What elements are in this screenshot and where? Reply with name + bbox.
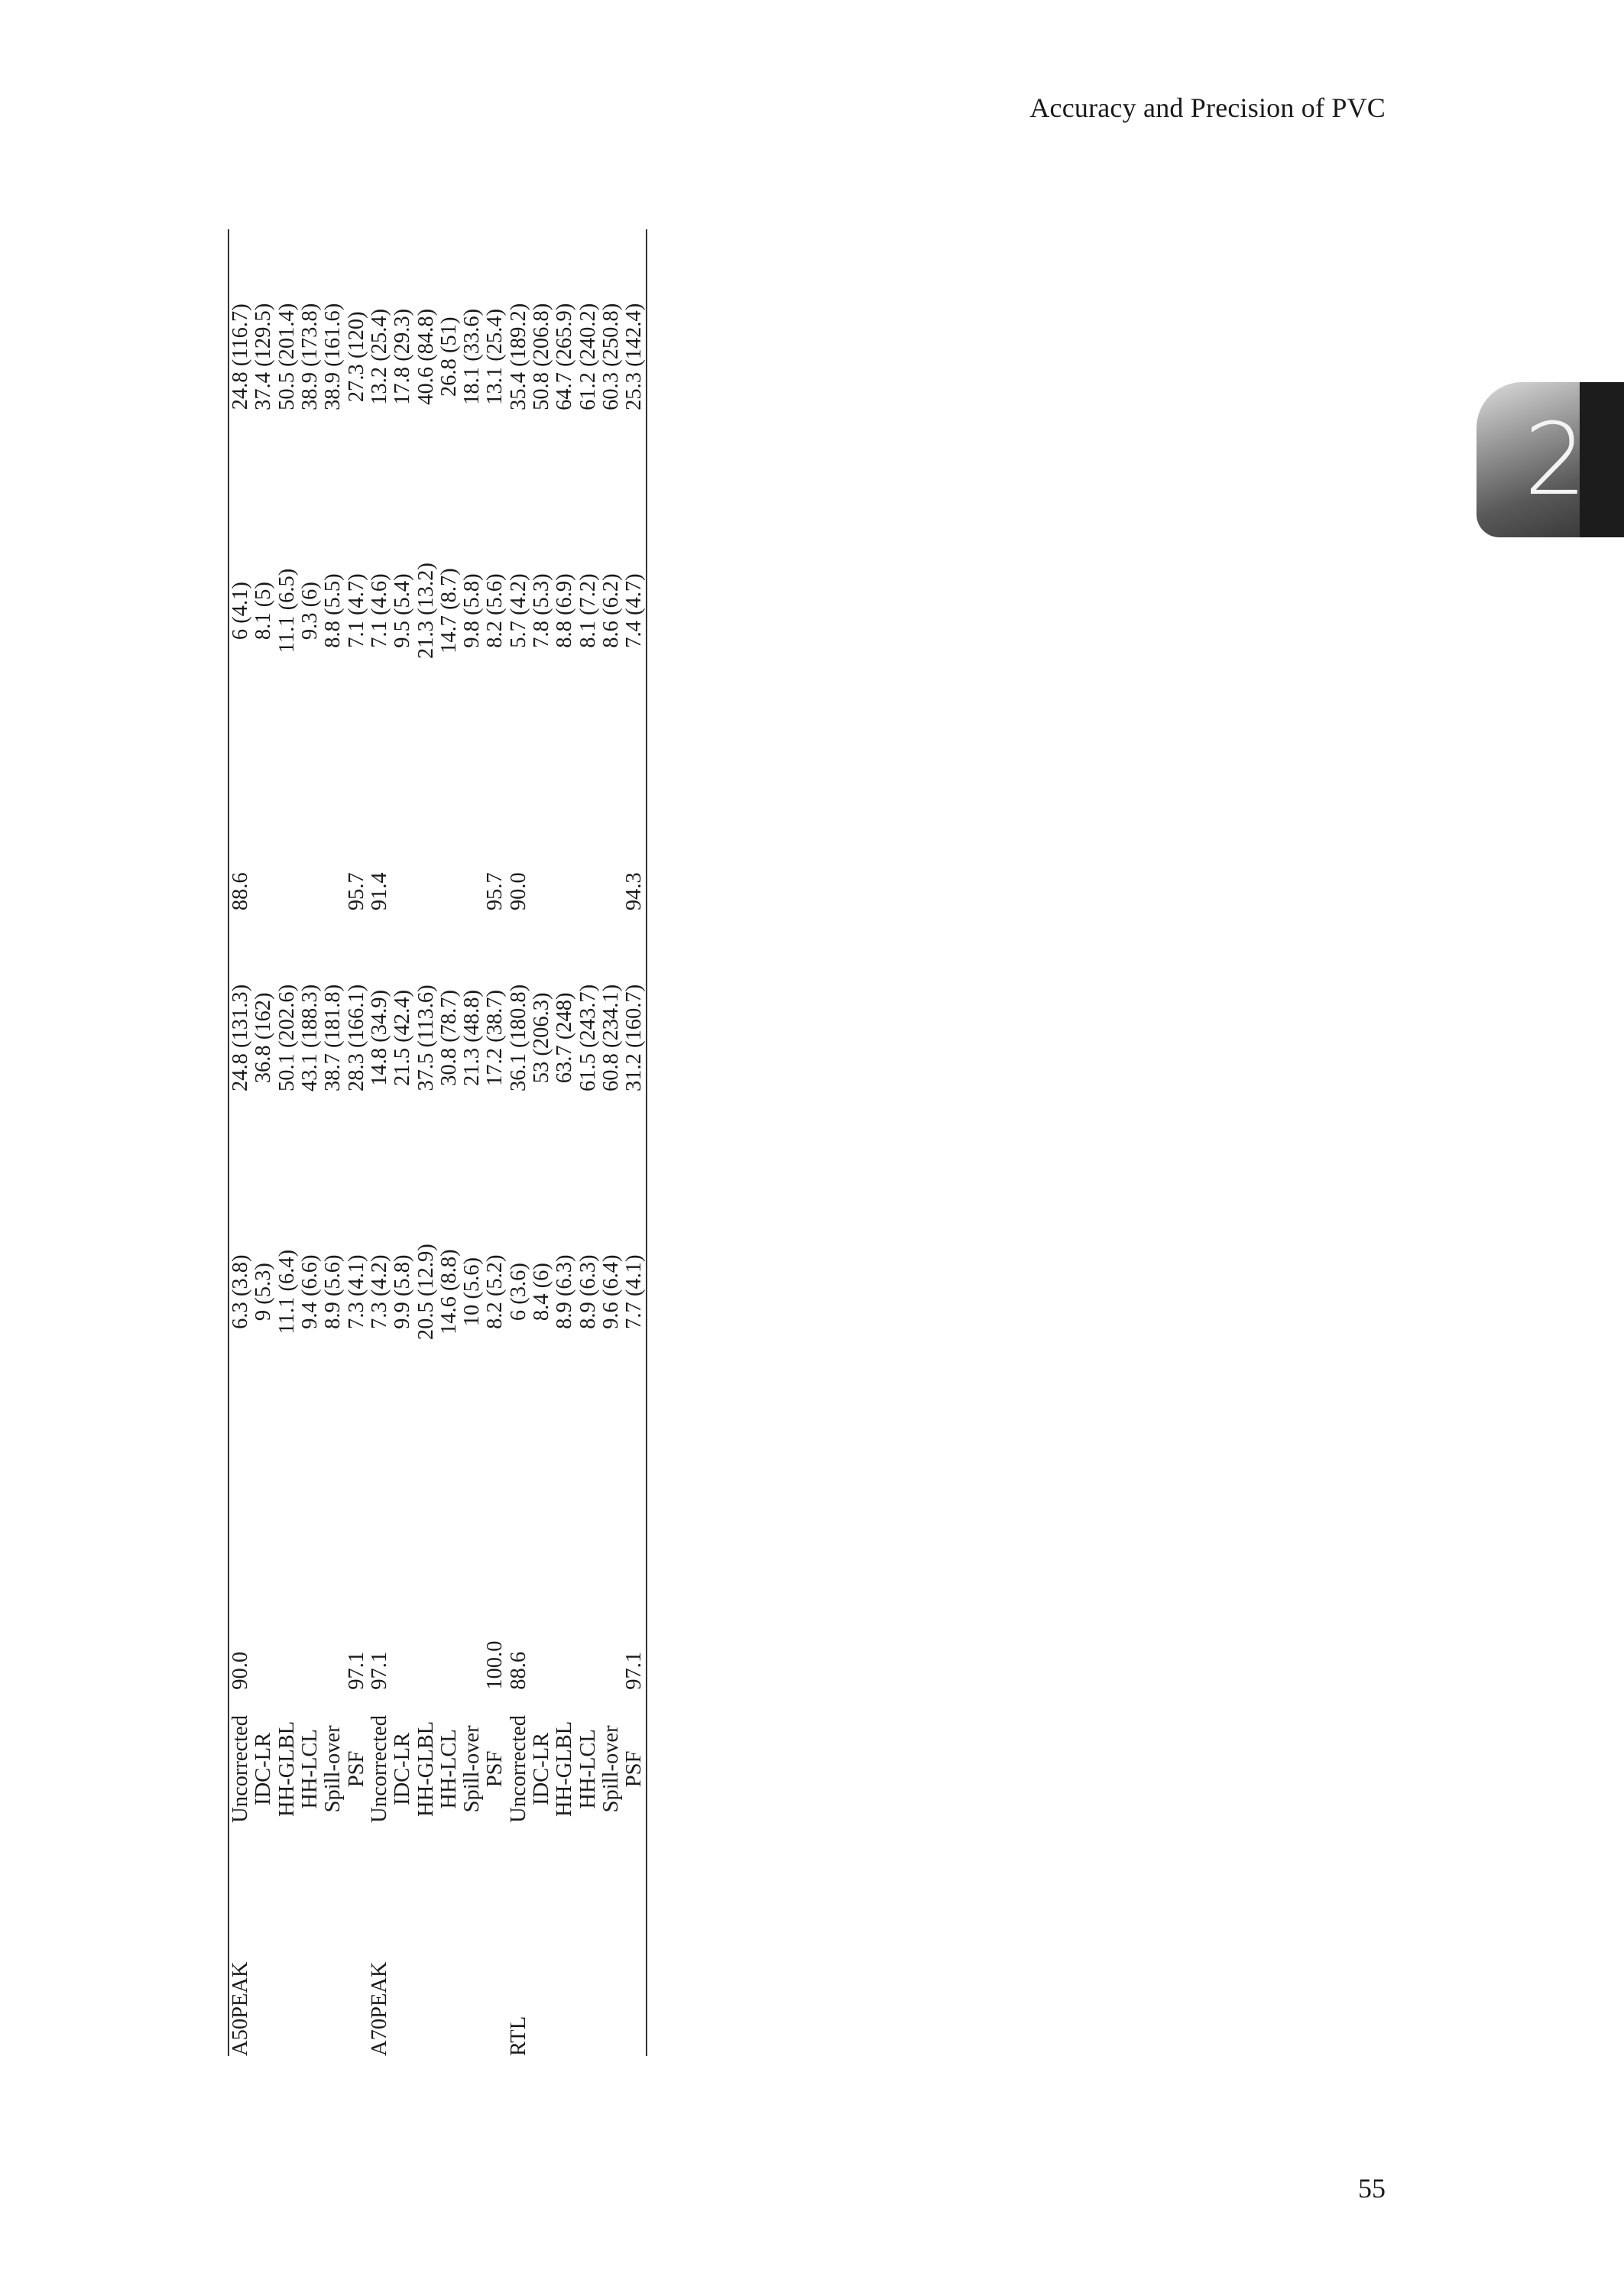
value-cell: 11.1 (6.4) [274, 1249, 299, 1335]
data-table [229, 229, 647, 2056]
chapter-number: 2 [1524, 401, 1587, 517]
value-cell: 14.6 (8.8) [436, 1249, 461, 1335]
table-row [345, 229, 368, 2056]
tracer-cell [391, 1848, 414, 2056]
value-cell: 38.9 (161.6) [321, 303, 345, 410]
percent-cell [576, 1419, 599, 1690]
method-cell: PSF [344, 1750, 368, 1788]
value-cell: 27.3 (120) [344, 311, 368, 403]
percent-cell [576, 738, 599, 911]
value-cell: 24.8 (116.7) [229, 303, 253, 410]
value-cell: 9.4 (6.6) [298, 1254, 323, 1329]
percent-cell: 97.1 [623, 1419, 647, 1690]
method-cell: IDC-LR [530, 1732, 553, 1805]
value-cell: 7.3 (4.2) [367, 1254, 391, 1329]
table-body [229, 229, 647, 2056]
method-cell: HH-LCL [575, 1729, 600, 1809]
value-cell: 37.4 (129.5) [251, 303, 276, 410]
tracer-cell [553, 1848, 576, 2056]
method-cell: Uncorrected [367, 1714, 391, 1823]
percent-cell [553, 1419, 576, 1690]
value-cell: 9.6 (6.4) [598, 1254, 623, 1329]
table-row [530, 229, 553, 2056]
value-cell: 8.8 (6.9) [553, 573, 577, 648]
method-cell: HH-LCL [436, 1729, 461, 1809]
value-cell: 8.8 (5.5) [321, 573, 345, 648]
percent-cell [461, 738, 484, 911]
value-cell: 18.1 (33.6) [460, 308, 485, 405]
tracer-cell [299, 1848, 322, 2056]
value-cell: 20.5 (12.9) [413, 1244, 438, 1341]
method-cell: IDC-LR [251, 1732, 276, 1805]
percent-cell: 91.4 [367, 872, 391, 911]
value-cell: 25.3 (142.4) [623, 229, 647, 485]
value-cell: 38.7 (181.8) [321, 984, 345, 1091]
chapter-tab [1477, 382, 1624, 537]
percent-cell: 90.0 [506, 872, 530, 911]
percent-cell [530, 738, 553, 911]
value-cell: 6 (4.1) [229, 582, 253, 641]
value-cell: 9 (5.3) [251, 1263, 276, 1322]
percent-cell [438, 1419, 461, 1690]
percent-cell [530, 1419, 553, 1690]
percent-cell [600, 1419, 623, 1690]
percent-cell: 95.7 [344, 872, 368, 911]
table-row [252, 229, 275, 2056]
percent-cell [414, 1419, 437, 1690]
value-cell: 8.9 (6.3) [575, 1254, 600, 1329]
value-cell: 17.8 (29.3) [391, 308, 415, 405]
percent-cell [276, 1419, 299, 1690]
value-cell: 5.7 (4.2) [506, 573, 530, 648]
value-cell: 50.5 (201.4) [274, 303, 299, 410]
percent-cell [299, 738, 322, 911]
value-cell: 61.2 (240.2) [575, 303, 600, 410]
value-cell: 7.4 (4.7) [623, 485, 647, 738]
tracer-cell [322, 1848, 345, 2056]
method-cell: Uncorrected [506, 1714, 530, 1823]
percent-cell [252, 1419, 275, 1690]
value-cell: 7.1 (4.6) [367, 573, 391, 648]
table-row [600, 229, 623, 2056]
table-row [438, 229, 461, 2056]
value-cell: 8.2 (5.6) [483, 573, 507, 648]
percent-cell: 97.1 [367, 1651, 391, 1690]
value-cell: 8.2 (5.2) [483, 1254, 507, 1329]
percent-cell [299, 1419, 322, 1690]
value-cell: 17.2 (38.7) [483, 989, 507, 1086]
percent-cell [600, 738, 623, 911]
value-cell: 21.3 (48.8) [460, 989, 485, 1086]
value-cell: 61.5 (243.7) [575, 984, 600, 1091]
value-cell: 7.7 (4.1) [623, 1166, 647, 1419]
tracer-cell [414, 1848, 437, 2056]
value-cell: 36.8 (162) [251, 992, 276, 1084]
value-cell: 60.8 (234.1) [598, 984, 623, 1091]
value-cell: 8.9 (6.3) [553, 1254, 577, 1329]
running-header: Accuracy and Precision of PVC [1029, 92, 1386, 123]
value-cell: 6.3 (3.8) [229, 1254, 253, 1329]
value-cell: 7.8 (5.3) [530, 573, 553, 648]
value-cell: 10 (5.6) [460, 1257, 485, 1327]
value-cell: 24.8 (131.3) [229, 984, 253, 1091]
value-cell: 9.5 (5.4) [391, 573, 415, 648]
method-cell: HH-GLBL [274, 1721, 299, 1817]
value-cell: 64.7 (265.9) [553, 303, 577, 410]
percent-cell: 97.1 [344, 1651, 368, 1690]
value-cell: 38.9 (173.8) [298, 303, 323, 410]
value-cell: 8.1 (5) [251, 582, 276, 641]
value-cell: 11.1 (6.5) [274, 568, 299, 654]
table-row [553, 229, 576, 2056]
percent-cell: 100.0 [483, 1640, 507, 1690]
tracer-cell [576, 1848, 599, 2056]
method-cell: IDC-LR [391, 1732, 415, 1805]
method-cell: Spill-over [321, 1725, 345, 1813]
table-row [322, 229, 345, 2056]
table-row [484, 229, 507, 2056]
value-cell: 63.7 (248) [553, 992, 577, 1084]
value-cell: 28.3 (166.1) [344, 984, 368, 1091]
table-row [229, 229, 252, 2056]
table-row [623, 229, 647, 2056]
value-cell: 14.8 (34.9) [367, 989, 391, 1086]
value-cell: 35.4 (189.2) [506, 303, 530, 410]
value-cell: 6 (3.6) [506, 1263, 530, 1322]
table-row [368, 229, 391, 2056]
table-row [391, 229, 414, 2056]
percent-cell [553, 738, 576, 911]
percent-cell [414, 738, 437, 911]
tracer-cell [276, 1848, 299, 2056]
tracer-cell [461, 1848, 484, 2056]
value-cell: 9.9 (5.8) [391, 1254, 415, 1329]
value-cell: 26.8 (51) [436, 316, 461, 397]
value-cell: 37.5 (113.6) [413, 984, 438, 1091]
table-row [507, 229, 530, 2056]
value-cell: 9.8 (5.8) [460, 573, 485, 648]
table-row [414, 229, 437, 2056]
value-cell: 8.9 (5.6) [321, 1254, 345, 1329]
method-cell: PSF [483, 1750, 507, 1788]
percent-cell [391, 738, 414, 911]
tracer-cell [345, 1848, 368, 2056]
value-cell: 21.3 (13.2) [413, 563, 438, 659]
table-row [461, 229, 484, 2056]
percent-cell: 88.6 [506, 1651, 530, 1690]
value-cell: 40.6 (84.8) [413, 308, 438, 405]
method-cell: HH-GLBL [413, 1721, 438, 1817]
value-cell: 7.1 (4.7) [344, 573, 368, 648]
method-cell: PSF [623, 1690, 647, 1848]
value-cell: 7.3 (4.1) [344, 1254, 368, 1329]
tracer-cell [530, 1848, 553, 2056]
tracer-cell [623, 1848, 647, 2056]
percent-cell: 90.0 [229, 1651, 253, 1690]
value-cell: 60.3 (250.8) [598, 303, 623, 410]
tracer-cell [484, 1848, 507, 2056]
value-cell: 50.8 (206.8) [530, 303, 553, 410]
value-cell: 50.1 (202.6) [274, 984, 299, 1091]
percent-cell [252, 738, 275, 911]
value-cell: 31.2 (160.7) [623, 910, 647, 1165]
method-cell: Spill-over [460, 1725, 485, 1813]
percent-cell: 95.7 [483, 872, 507, 911]
tracer-cell [600, 1848, 623, 2056]
rotated-data-table [229, 229, 948, 2056]
tracer-cell [252, 1848, 275, 2056]
value-cell: 21.5 (42.4) [391, 989, 415, 1086]
value-cell: 53 (206.3) [530, 992, 553, 1084]
percent-cell [276, 738, 299, 911]
percent-cell: 94.3 [623, 738, 647, 911]
tracer-cell: A70PEAK [367, 1961, 391, 2056]
tracer-cell [438, 1848, 461, 2056]
table-row [576, 229, 599, 2056]
value-cell: 8.1 (7.2) [575, 573, 600, 648]
value-cell: 8.6 (6.2) [598, 573, 623, 648]
value-cell: 36.1 (180.8) [506, 984, 530, 1091]
value-cell: 13.2 (25.4) [367, 308, 391, 405]
percent-cell: 88.6 [229, 872, 253, 911]
table-row [299, 229, 322, 2056]
value-cell: 8.4 (6) [530, 1263, 553, 1322]
table-top-rule [228, 229, 229, 2056]
value-cell: 9.3 (6) [298, 582, 323, 641]
value-cell: 43.1 (188.3) [298, 984, 323, 1091]
method-cell: Uncorrected [229, 1714, 253, 1823]
value-cell: 14.7 (8.7) [436, 568, 461, 654]
percent-cell [391, 1419, 414, 1690]
percent-cell [322, 1419, 345, 1690]
tracer-cell: RTL [506, 2016, 530, 2056]
tracer-cell: A50PEAK [229, 1961, 253, 2056]
value-cell: 13.1 (25.4) [483, 308, 507, 405]
method-cell: HH-GLBL [553, 1721, 577, 1817]
method-cell: HH-LCL [298, 1729, 323, 1809]
percent-cell [438, 738, 461, 911]
value-cell: 30.8 (78.7) [436, 989, 461, 1086]
table-row [276, 229, 299, 2056]
percent-cell [322, 738, 345, 911]
page-number: 55 [1358, 2173, 1386, 2204]
percent-cell [461, 1419, 484, 1690]
method-cell: Spill-over [598, 1725, 623, 1813]
